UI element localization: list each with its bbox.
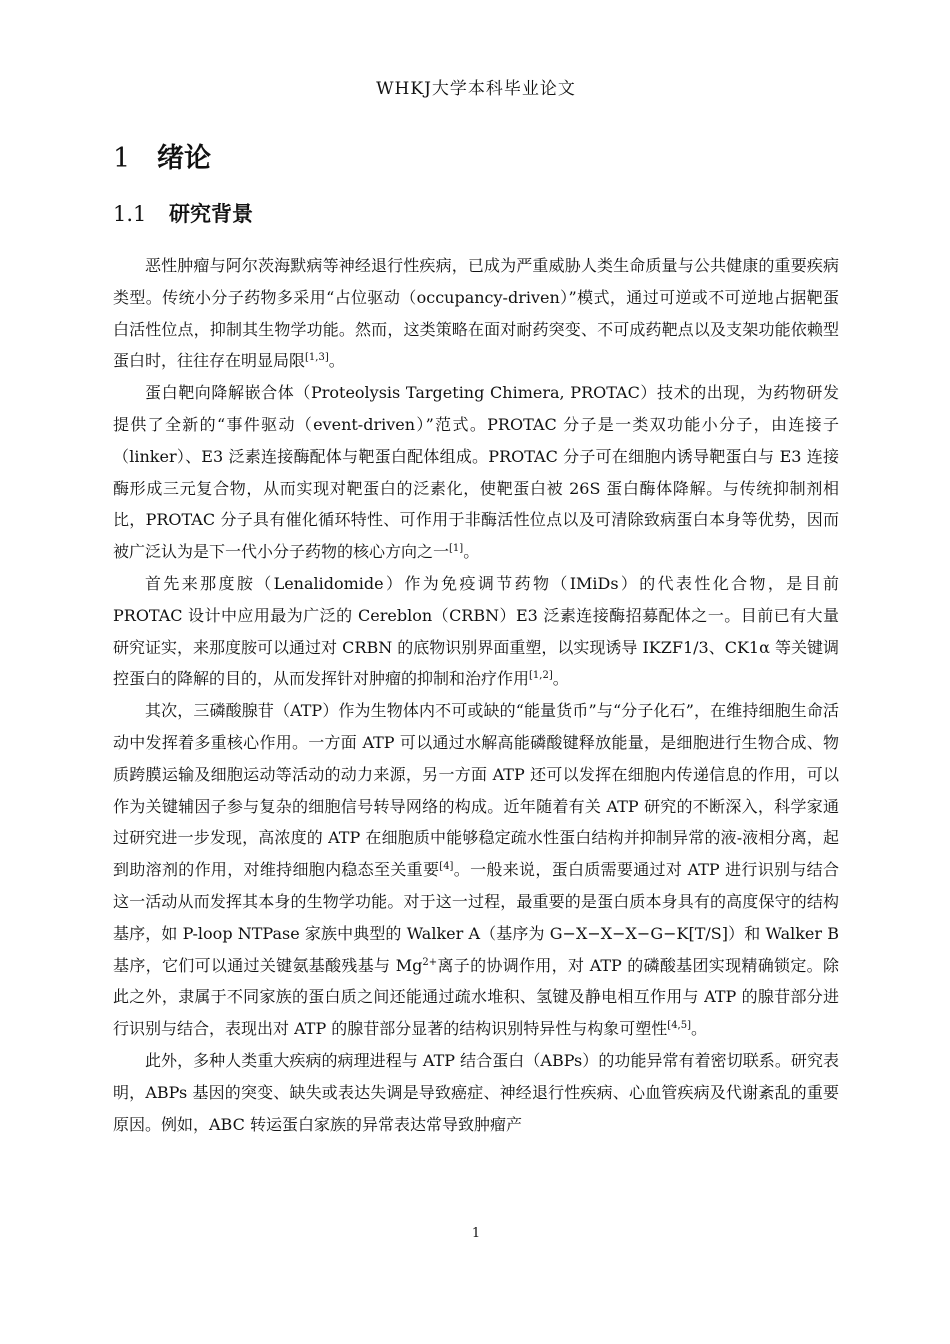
paragraph-text: 首先来那度胺（Lenalidomide）作为免疫调节药物（IMiDs）的代表性化合物，是目前 PROTAC 设计中应用最为广泛的 Cereblon（CRBN）E3 泛素连接酶招募配体之一。目前已有大量研究证实，来那度胺可以通过对 CRBN 的底物识别界面重塑，以实现诱导 IKZF1/3、CK1α 等关键调控蛋白的降解的目的，从而发挥针对肿瘤的抑制和治疗作用 <box>113 573 839 689</box>
section-title: 研究背景 <box>169 201 253 226</box>
citation: [4] <box>439 861 454 873</box>
superscript: 2+ <box>422 956 438 968</box>
citation: [1] <box>449 543 464 555</box>
paragraph-text: 其次，三磷酸腺苷（ATP）作为生物体内不可或缺的“能量货币”与“分子化石”，在维持细胞生命活动中发挥着多重核心作用。一方面 ATP 可以通过水解高能磷酸键释放能量，是细胞进行生物合成、物质跨膜运输及细胞运动等活动的动力来源，另一方面 ATP 还可以发挥在细胞内传递信息的作用，可以作为关键辅因子参与复杂的细胞信号转导网络的构成。近年随着有关 ATP 研究的不断深入，科学家通过研究进一步发现，高浓度的 ATP 在细胞质中能够稳定疏水性蛋白结构并抑制异常的液-液相分离，起到助溶剂的作用，对维持细胞内稳态至关重要 <box>113 701 839 880</box>
running-header: WHKJ大学本科毕业论文 <box>376 79 576 99</box>
citation: [1,2] <box>529 670 553 682</box>
paragraph-text: 离子的协调作用，对 ATP 的磷酸基团实现精确锁定。除此之外，隶属于不同家族的蛋白质之间还能通过疏水堆积、氢键及静电相互作用与 ATP 的腺苷部分进行识别与结合，表现出对 ATP 的腺苷部分显著的结构识别特异性与构象可塑性 <box>113 955 839 1039</box>
paragraph <box>113 1045 839 1140</box>
paragraph <box>113 377 839 568</box>
paragraph <box>113 695 839 1045</box>
citation: [1,3] <box>305 352 329 364</box>
paragraph <box>113 568 839 695</box>
chapter-title: 绪论 <box>157 143 211 174</box>
document-page <box>113 0 839 1344</box>
paragraph-text: 。 <box>463 542 480 562</box>
chapter-heading <box>113 136 211 175</box>
paragraph-text: 蛋白靶向降解嵌合体（Proteolysis Targeting Chimera, PROTAC）技术的出现，为药物研发提供了全新的“事件驱动（event-driven）”范式。PROTAC 分子是一类双功能小分子，由连接子（linker）、E3 泛素连接酶配体与靶蛋白配体组成。PROTAC 分子可在细胞内诱导靶蛋白与 E3 连接酶形成三元复合物，从而实现对靶蛋白的泛素化，使靶蛋白被 26S 蛋白酶体降解。与传统抑制剂相比，PROTAC 分子具有催化循环特性、可作用于非酶活性位点以及可清除致病蛋白本身等优势，因而被广泛认为是下一代小分子药物的核心方向之一 <box>113 383 839 562</box>
paragraph <box>113 250 839 377</box>
section-heading <box>113 198 253 228</box>
paragraph-text: 恶性肿瘤与阿尔茨海默病等神经退行性疾病，已成为严重威胁人类生命质量与公共健康的重要疾病类型。传统小分子药物多采用“占位驱动（occupancy-driven）”模式，通过可逆或不可逆地占据靶蛋白活性位点，抑制其生物学功能。然而，这类策略在面对耐药突变、不可成药靶点以及支架功能依赖型蛋白时，往往存在明显局限 <box>113 256 839 371</box>
citation: [4,5] <box>667 1020 692 1032</box>
chapter-number: 1 <box>113 143 131 174</box>
paragraph-text: 此外，多种人类重大疾病的病理进程与 ATP 结合蛋白（ABPs）的功能异常有着密切联系。研究表明，ABPs 基因的突变、缺失或表达失调是导致癌症、神经退行性疾病、心血管疾病及代谢紊乱的重要原因。例如，ABC 转运蛋白家族的异常表达常导致肿瘤产 <box>113 1050 839 1134</box>
paragraph-text: 。 <box>328 351 345 371</box>
paragraph-text: 。一般来说，蛋白质需要通过对 ATP 进行识别与结合这一活动从而发挥其本身的生物学功能。对于这一过程，最重要的是蛋白质本身具有的高度保守的结构基序，如 P-loop NTPase 家族中典型的 Walker A（基序为 G−X−X−X−G−K[T/S]）和 Walker B 基序，它们可以通过关键氨基酸残基与 Mg <box>113 860 839 975</box>
body-text <box>113 250 839 1140</box>
page-number: 1 <box>471 1226 481 1241</box>
section-number: 1.1 <box>113 202 147 226</box>
paragraph-text: 。 <box>691 1019 708 1039</box>
paragraph-text: 。 <box>552 669 569 689</box>
